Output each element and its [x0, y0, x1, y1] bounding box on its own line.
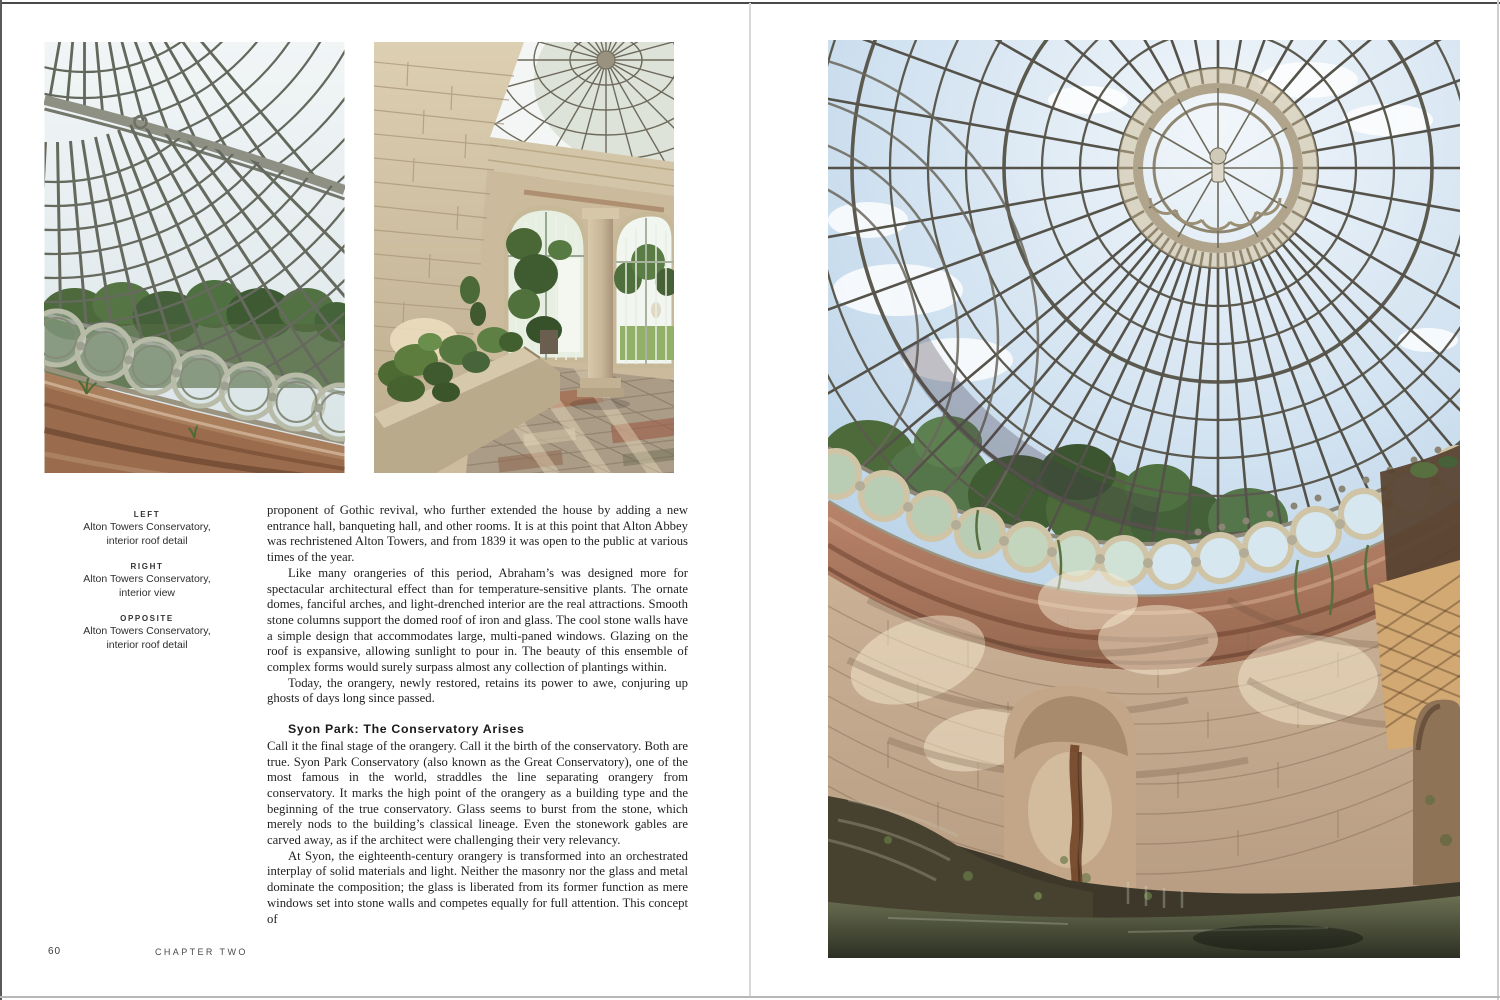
- photo-alton-interior-view: [374, 42, 674, 473]
- paragraph-call-it: Call it the final stage of the orangery. Call it the birth of the conservatory. Both are true. Syon Park Conservatory (also known as the Great Conservatory), one of the most famous in the world, straddles the line separating orangery from conservatory. It marks the high point of the orangery as a building type and the beginning of the true conservatory. Glass seems to burst from the stone, which merely nods to the building’s classical lineage. Even the stonework gables are carved away, as if the architect were challenging their very relevancy.: [267, 738, 688, 848]
- page-edge-right: [1497, 0, 1499, 1000]
- section-heading-syon-park: Syon Park: The Conservatory Arises: [288, 722, 525, 737]
- caption-left: [50, 509, 244, 548]
- page-number: 60: [48, 946, 62, 957]
- caption-block: [50, 509, 244, 665]
- caption-subtitle: interior roof detail: [106, 638, 188, 651]
- caption-title: Alton Towers Conservatory,: [83, 625, 211, 637]
- caption-label: OPPOSITE: [120, 614, 174, 623]
- caption-label: RIGHT: [130, 562, 164, 571]
- photo-alton-roof-detail: [44, 42, 345, 473]
- niche-left: [1004, 686, 1136, 892]
- caption-right: [50, 561, 244, 600]
- page-edge-left: [0, 0, 2, 1000]
- running-head-chapter: CHAPTER TWO: [155, 947, 248, 957]
- arched-door-right: [614, 214, 674, 366]
- page-edge-bottom: [0, 996, 1500, 998]
- caption-label: LEFT: [133, 510, 161, 519]
- caption-opposite: [50, 613, 244, 652]
- page-gutter: [749, 3, 751, 996]
- paragraph-like-many: Like many orangeries of this period, Abraham’s was designed more for spectacular architectural effect than for temperature-sensitive plants. The ornate domes, fanciful arches, and light-drenched interior are the real attractions. Smooth stone columns support the domed roof of iron and glass. The cool stone walls have a simple design that accommodates large, multi-paned windows. Glazing on the roof is expansive, allowing sunlight to pour in. The beauty of this ensemble of complex forms would surely surpass almost any collection of plantings within.: [267, 565, 688, 675]
- paragraph-today: Today, the orangery, newly restored, retains its power to awe, conjuring up ghosts of days long since passed.: [267, 675, 688, 706]
- body-text-column: [267, 503, 688, 927]
- photo-opposite-roof-detail: [828, 40, 1460, 958]
- niche-right: [1413, 700, 1460, 890]
- caption-subtitle: interior roof detail: [106, 534, 188, 547]
- caption-title: Alton Towers Conservatory,: [83, 521, 211, 533]
- paragraph-at-syon: At Syon, the eighteenth-century orangery is transformed into an orchestrated interplay of solid materials and light. Neither the masonry nor the glass and metal dominate the composition; the glass is liberated from its former function as mere windows set into stone walls and competes equally for full attention. This concept of: [267, 848, 688, 926]
- caption-subtitle: interior view: [118, 586, 176, 599]
- paragraph-continuation: proponent of Gothic revival, who further extended the house by adding a new entrance hall, banqueting hall, and other rooms. It is at this point that Alton Abbey was rechristened Alton Towers, and from 1839 it was open to the public at various times of the year.: [267, 503, 688, 565]
- caption-title: Alton Towers Conservatory,: [83, 573, 211, 585]
- oculus-ring: [1128, 78, 1308, 258]
